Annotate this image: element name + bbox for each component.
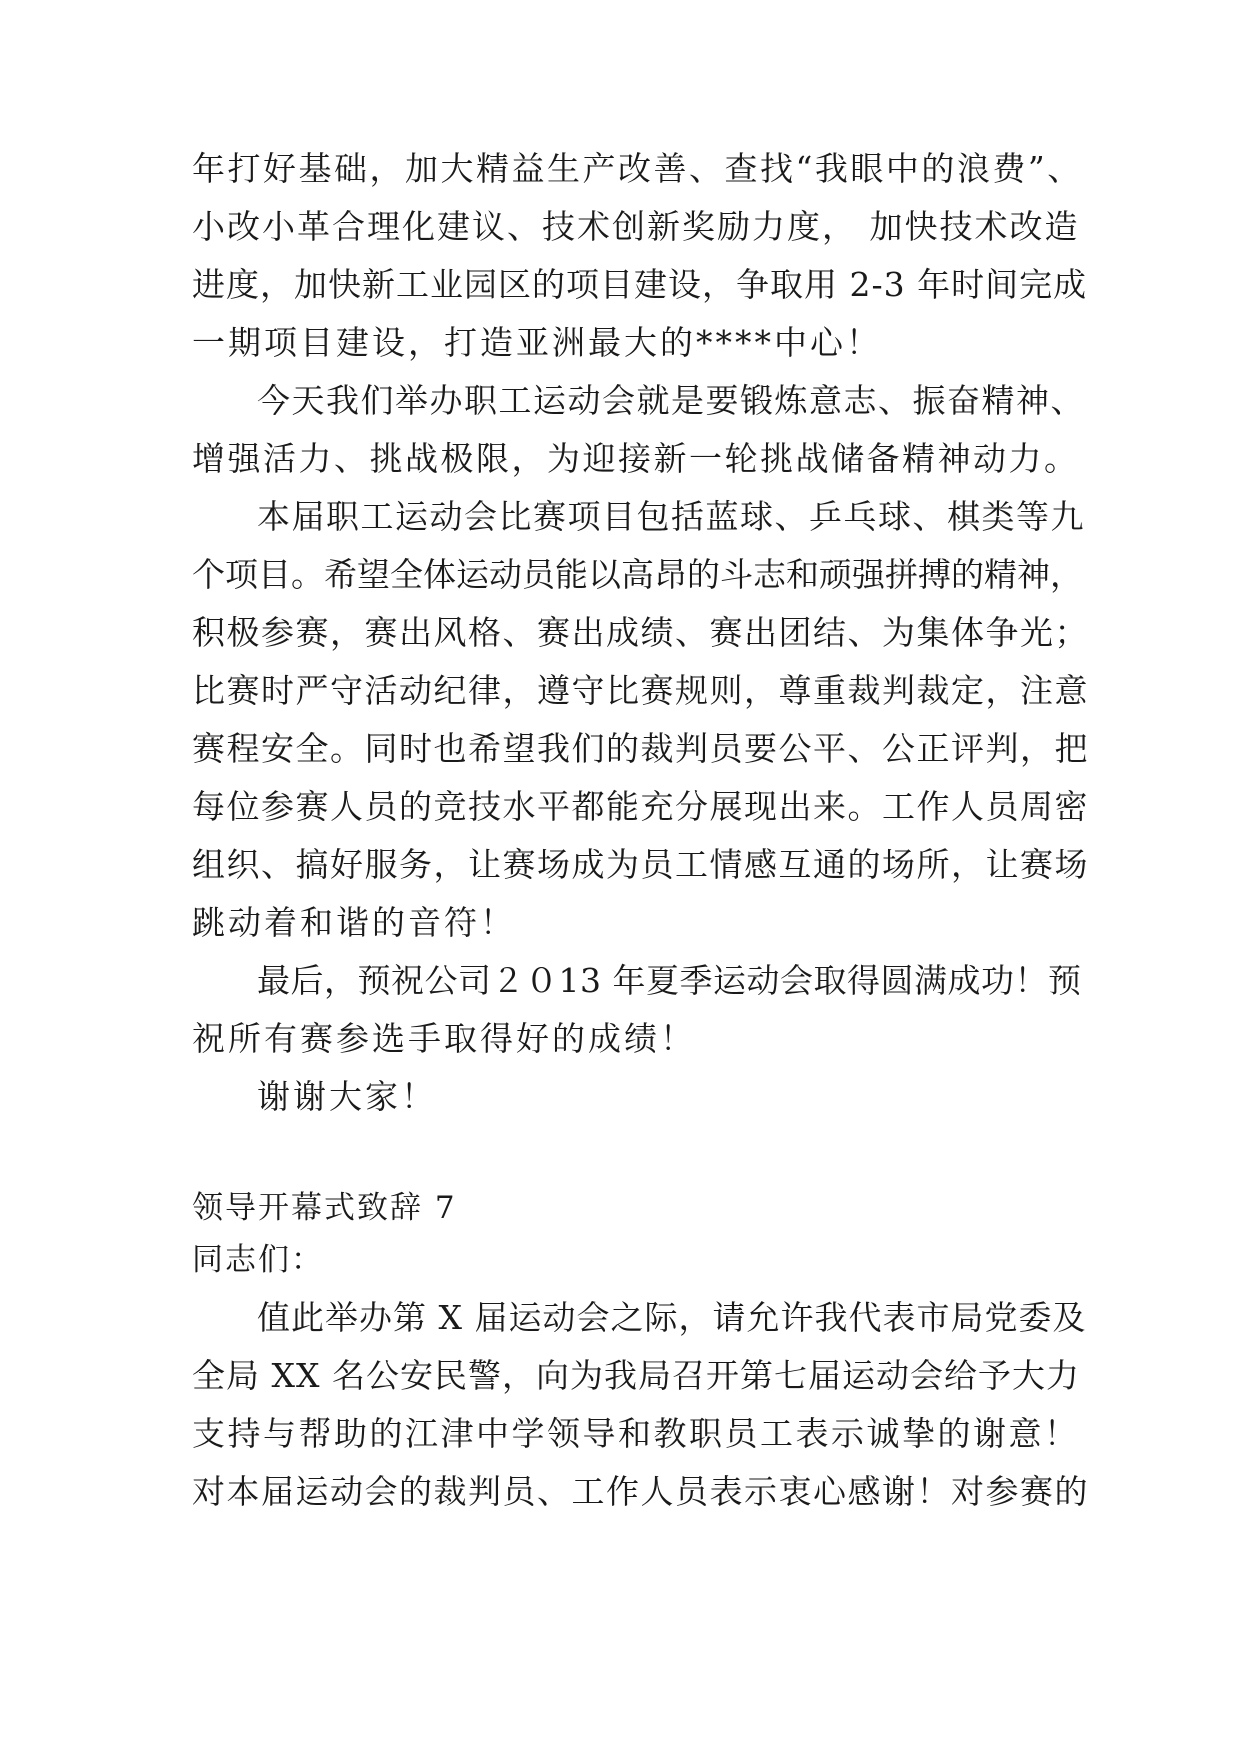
text-line: 一期项目建设，打造亚洲最大的****中心！: [192, 323, 882, 362]
section-title: 领导开幕式致辞 7: [192, 1190, 457, 1226]
text-line: 每位参赛人员的竞技水平都能充分展现出来。工作人员周密: [192, 787, 1089, 826]
text-line: 全局 XX 名公安民警，向为我局召开第七届运动会给予大力: [192, 1356, 1080, 1395]
text-line: 进度，加快新工业园区的项目建设，争取用 2-3 年时间完成: [192, 265, 1088, 304]
text-line: 个项目。希望全体运动员能以高昂的斗志和顽强拼搏的精神，: [192, 555, 1083, 594]
text-line: 组织、搞好服务，让赛场成为员工情感互通的场所，让赛场: [192, 845, 1089, 884]
paragraph-start-line: 最后，预祝公司２０13 年夏季运动会取得圆满成功！预: [257, 961, 1082, 1000]
text-line: 跳动着和谐的音符！: [192, 903, 516, 942]
text-line: 比赛时严守活动纪律，遵守比赛规则，尊重裁判裁定，注意: [192, 671, 1089, 710]
text-line: 对本届运动会的裁判员、工作人员表示衷心感谢！对参赛的: [192, 1472, 1089, 1511]
text-line: 祝所有赛参选手取得好的成绩！: [192, 1019, 696, 1058]
text-line: 年打好基础，加大精益生产改善、查找“我眼中的浪费”、: [192, 149, 1083, 188]
paragraph-start-line: 值此举办第 X 届运动会之际，请允许我代表市局党委及: [257, 1298, 1087, 1337]
closing-line: 谢谢大家！: [257, 1077, 437, 1116]
paragraph-start-line: 今天我们举办职工运动会就是要锻炼意志、振奋精神、: [257, 381, 1085, 420]
text-line: 赛程安全。同时也希望我们的裁判员要公平、公正评判，把: [192, 729, 1089, 768]
text-line: 增强活力、挑战极限，为迎接新一轮挑战储备精神动力。: [192, 439, 1080, 478]
text-line: 积极参赛，赛出风格、赛出成绩、赛出团结、为集体争光；: [192, 613, 1089, 652]
text-line: 支持与帮助的江津中学领导和教职员工表示诚挚的谢意！: [192, 1414, 1080, 1453]
paragraph-start-line: 本届职工运动会比赛项目包括蓝球、乒乓球、棋类等九: [257, 497, 1085, 536]
text-line: 小改小革合理化建议、技术创新奖励力度， 加快技术改造: [192, 207, 1080, 246]
salutation: 同志们：: [192, 1242, 324, 1278]
